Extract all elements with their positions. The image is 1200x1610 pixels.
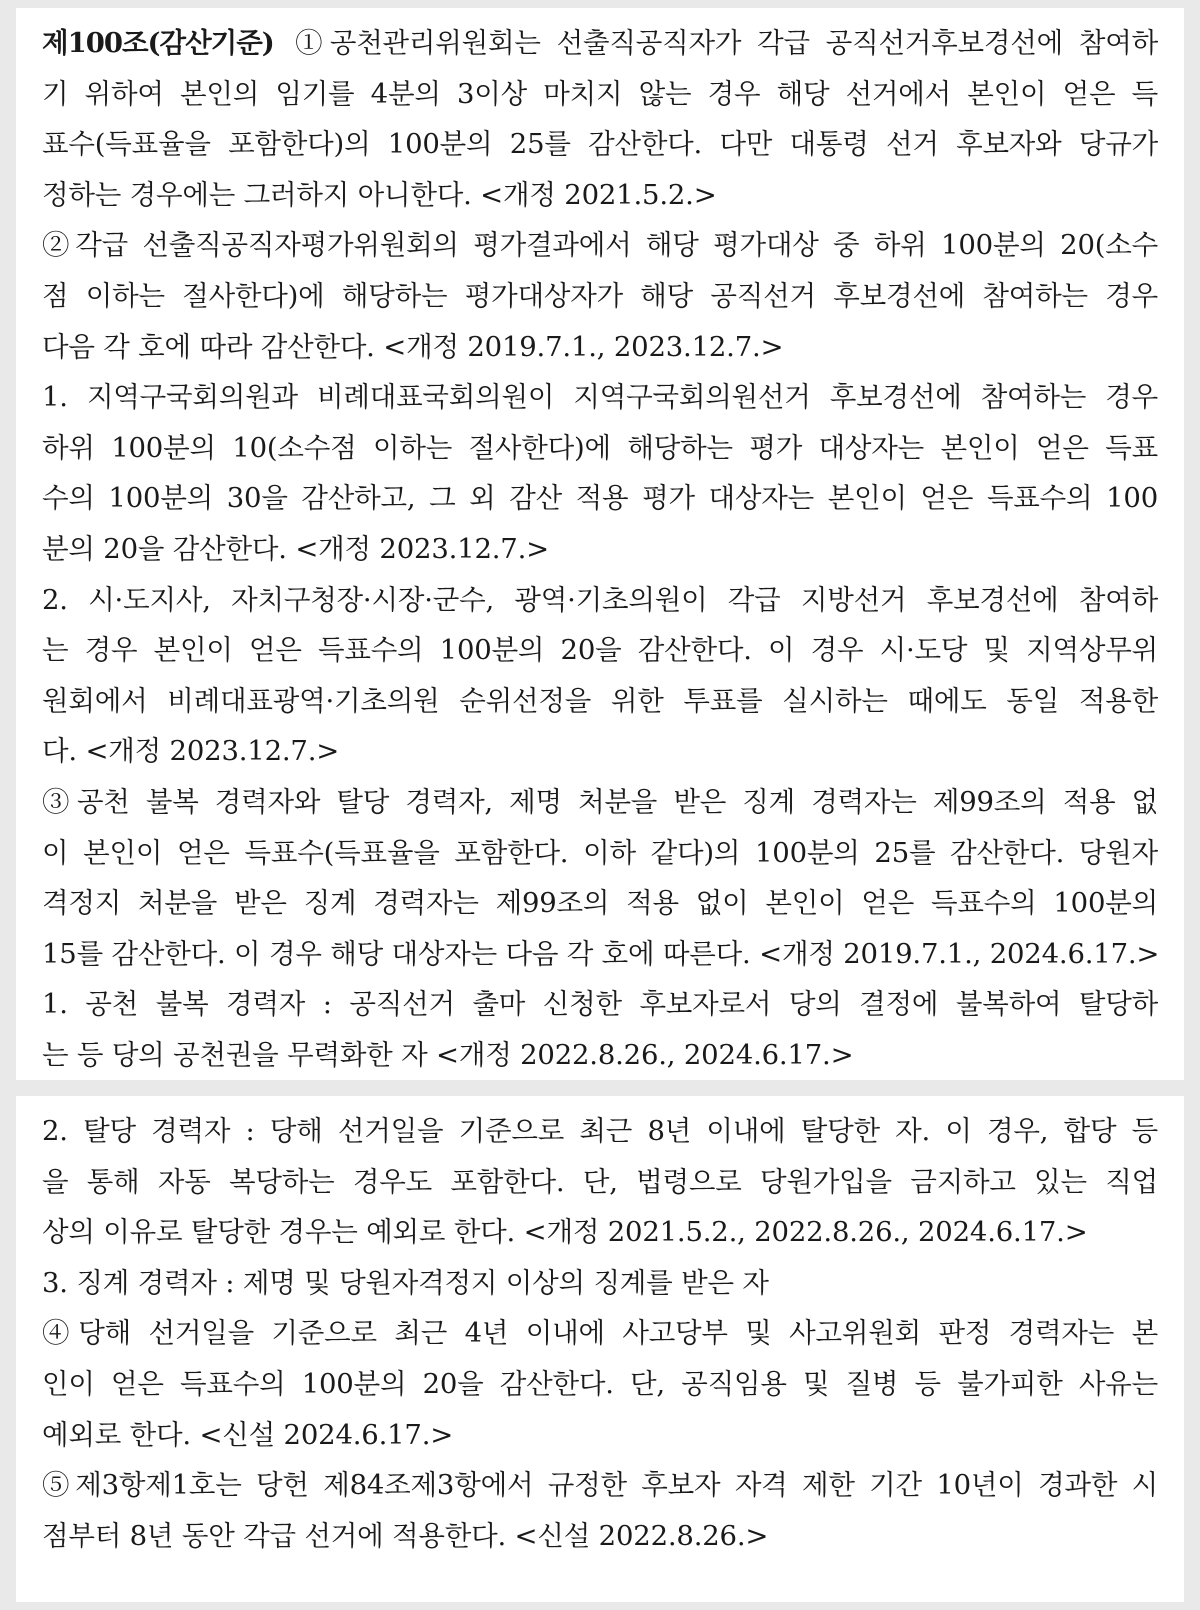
text-line: 다음 각 호에 따라 감산한다. <개정 2019.7.1., 2023.12.7.> — [42, 330, 784, 363]
document-page-top — [16, 8, 1184, 1080]
text-line: 정하는 경우에는 그러하지 아니한다. <개정 2021.5.2.> — [42, 178, 717, 211]
text-line: 하위 100분의 10(소수점 이하는 절사한다)에 해당하는 평가 대상자는 본인이 얻은 득표 — [42, 431, 1158, 464]
text-line: ④당해 선거일을 기준으로 최근 4년 이내에 사고당부 및 사고위원회 판정 경력자는 본 — [42, 1317, 1158, 1350]
text-line: 수의 100분의 30을 감산하고, 그 외 감산 적용 평가 대상자는 본인이 얻은 득표수의 100 — [42, 482, 1158, 515]
text-line: 점부터 8년 동안 각급 선거에 적용한다. <신설 2022.8.26.> — [42, 1519, 769, 1552]
text-line: 예외로 한다. <신설 2024.6.17.> — [42, 1418, 454, 1451]
text-line: 격정지 처분을 받은 징계 경력자는 제99조의 적용 없이 본인이 얻은 득표수의 100분의 — [42, 887, 1158, 920]
text-line: 원회에서 비례대표광역·기초의원 순위선정을 위한 투표를 실시하는 때에도 동일 적용한 — [42, 684, 1158, 717]
text-line: 상의 이유로 탈당한 경우는 예외로 한다. <개정 2021.5.2., 2022.8.26., 2024.6.17.> — [42, 1216, 1088, 1249]
text-line: 표수(득표율을 포함한다)의 100분의 25를 감산한다. 다만 대통령 선거 후보자와 당규가 — [42, 128, 1158, 161]
text-line: 인이 얻은 득표수의 100분의 20을 감산한다. 단, 공직임용 및 질병 등 불가피한 사유는 — [42, 1367, 1158, 1400]
text-line: 다. <개정 2023.12.7.> — [42, 735, 340, 768]
document-page-bottom — [16, 1096, 1184, 1602]
text-line: 3. 징계 경력자 : 제명 및 당원자격정지 이상의 징계를 받은 자 — [42, 1266, 769, 1299]
text-line: ②각급 선출직공직자평가위원회의 평가결과에서 해당 평가대상 중 하위 100분의 20(소수 — [42, 229, 1158, 262]
text-line: 을 통해 자동 복당하는 경우도 포함한다. 단, 법령으로 당원가입을 금지하고 있는 직업 — [42, 1165, 1158, 1198]
text-line: 는 경우 본인이 얻은 득표수의 100분의 20을 감산한다. 이 경우 시·도당 및 지역상무위 — [42, 634, 1158, 667]
text-line: ③공천 불복 경력자와 탈당 경력자, 제명 처분을 받은 징계 경력자는 제99조의 적용 없 — [42, 785, 1158, 818]
text-line: 2. 시·도지사, 자치구청장·시장·군수, 광역·기초의원이 각급 지방선거 후보경선에 참여하 — [42, 583, 1158, 616]
text-line: 1. 지역구국회의원과 비례대표국회의원이 지역구국회의원선거 후보경선에 참여하는 경우 — [42, 381, 1158, 414]
text-line: ⑤제3항제1호는 당헌 제84조제3항에서 규정한 후보자 자격 제한 기간 10년이 경과한 시 — [42, 1469, 1158, 1502]
article-heading: 제100조(감산기준) — [42, 27, 274, 59]
text-line: 15를 감산한다. 이 경우 해당 대상자는 다음 각 호에 따른다. <개정 2019.7.1., 2024.6.17.> — [42, 937, 1160, 970]
text-line: 분의 20을 감산한다. <개정 2023.12.7.> — [42, 532, 549, 565]
text-line-content: ①공천관리위원회는 선출직공직자가 각급 공직선거후보경선에 참여하 — [287, 27, 1158, 59]
text-line: 1. 공천 불복 경력자 : 공직선거 출마 신청한 후보자로서 당의 결정에 불복하여 탈당하 — [42, 988, 1158, 1021]
text-line: 점 이하는 절사한다)에 해당하는 평가대상자가 해당 공직선거 후보경선에 참여하는 경우 — [42, 279, 1158, 312]
text-line: 이 본인이 얻은 득표수(득표율을 포함한다. 이하 같다)의 100분의 25를 감산한다. 당원자 — [42, 836, 1158, 869]
text-line — [42, 18, 1158, 69]
text-line: 기 위하여 본인의 임기를 4분의 3이상 마치지 않는 경우 해당 선거에서 본인이 얻은 득 — [42, 77, 1158, 110]
text-line: 2. 탈당 경력자 : 당해 선거일을 기준으로 최근 8년 이내에 탈당한 자. 이 경우, 합당 등 — [42, 1115, 1158, 1147]
text-line: 는 등 당의 공천권을 무력화한 자 <개정 2022.8.26., 2024.6.17.> — [42, 1038, 854, 1071]
